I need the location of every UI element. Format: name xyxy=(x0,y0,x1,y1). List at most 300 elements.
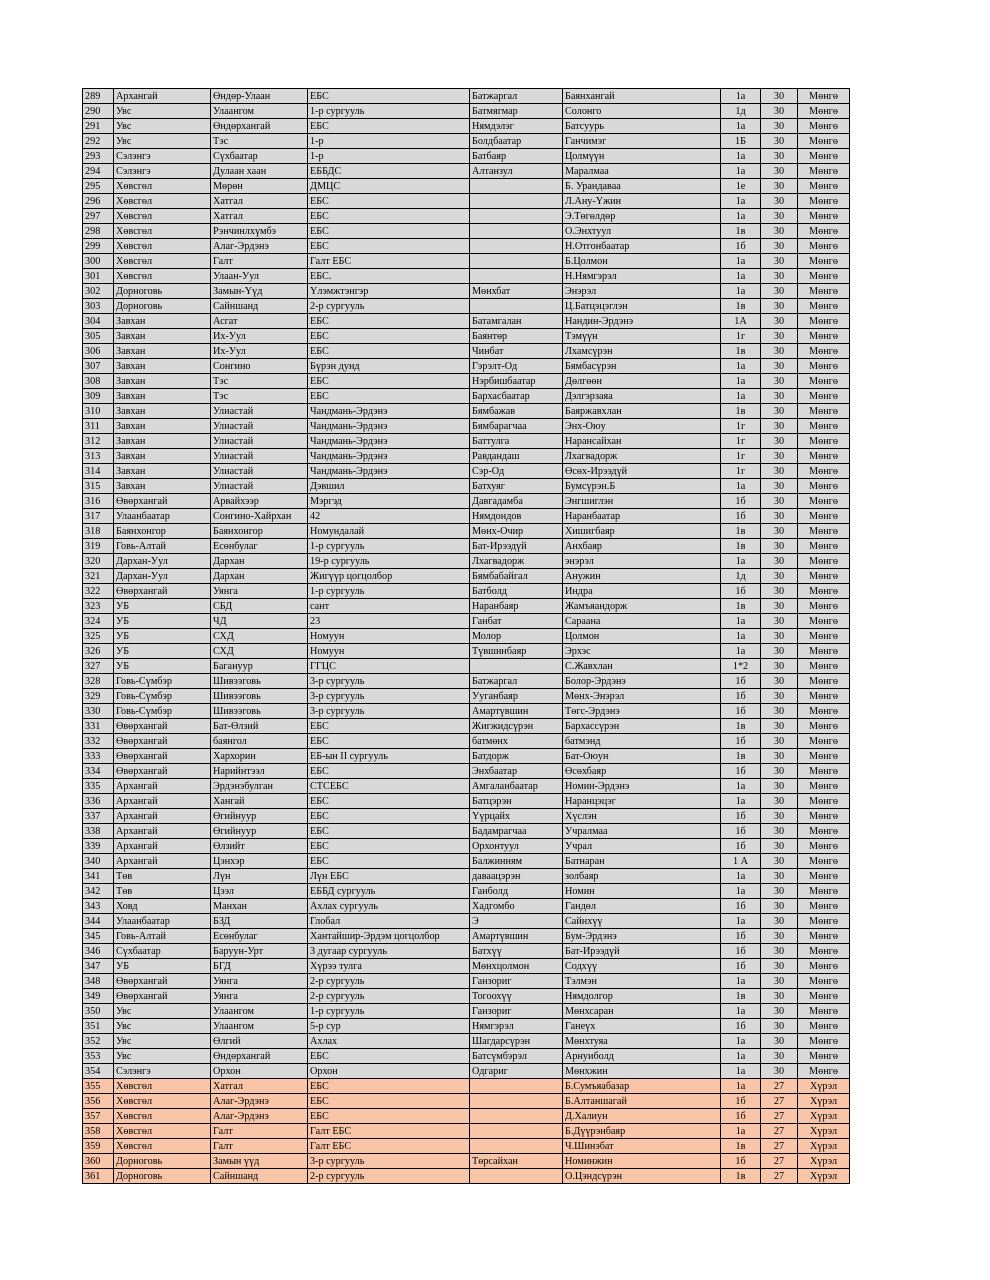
cell-row-number: 300 xyxy=(83,254,114,269)
cell-student-name: Нямдолгор xyxy=(563,989,721,1004)
cell-class: 1а xyxy=(721,869,761,884)
cell-medal: Мөнгө xyxy=(798,224,850,239)
cell-score: 27 xyxy=(761,1094,798,1109)
cell-student-name: Индра xyxy=(563,584,721,599)
cell-teacher-name: Батбаяр xyxy=(470,149,563,164)
table-row xyxy=(83,689,850,704)
cell-medal: Мөнгө xyxy=(798,914,850,929)
cell-teacher-name xyxy=(470,299,563,314)
cell-province: Сэлэнгэ xyxy=(114,149,211,164)
cell-teacher-name: Нямгэрэл xyxy=(470,1019,563,1034)
cell-school: ЕБС xyxy=(308,239,470,254)
cell-province: Завхан xyxy=(114,389,211,404)
cell-district: Өгийнуур xyxy=(211,809,308,824)
cell-student-name: батмэнд xyxy=(563,734,721,749)
cell-teacher-name xyxy=(470,1169,563,1184)
cell-row-number: 301 xyxy=(83,269,114,284)
cell-province: Сүхбаатар xyxy=(114,944,211,959)
cell-school: Чандмань-Эрдэнэ xyxy=(308,464,470,479)
cell-score: 30 xyxy=(761,749,798,764)
cell-province: Сэлэнгэ xyxy=(114,1064,211,1079)
cell-medal: Мөнгө xyxy=(798,614,850,629)
cell-row-number: 317 xyxy=(83,509,114,524)
cell-province: УБ xyxy=(114,644,211,659)
cell-student-name: Цолмүүн xyxy=(563,149,721,164)
cell-class: 1а xyxy=(721,209,761,224)
cell-student-name: Содхүү xyxy=(563,959,721,974)
cell-score: 30 xyxy=(761,584,798,599)
table-row xyxy=(83,989,850,1004)
cell-row-number: 330 xyxy=(83,704,114,719)
cell-district: Их-Уул xyxy=(211,344,308,359)
cell-teacher-name xyxy=(470,1079,563,1094)
cell-student-name: Өсөх-Ирээдүй xyxy=(563,464,721,479)
cell-class: 1а xyxy=(721,479,761,494)
cell-medal: Мөнгө xyxy=(798,569,850,584)
cell-district: СХД xyxy=(211,644,308,659)
cell-student-name: Номинжин xyxy=(563,1154,721,1169)
cell-teacher-name: Чинбат xyxy=(470,344,563,359)
cell-row-number: 336 xyxy=(83,794,114,809)
cell-class: 1б xyxy=(721,809,761,824)
cell-teacher-name: Бат-Ирээдүй xyxy=(470,539,563,554)
cell-row-number: 337 xyxy=(83,809,114,824)
cell-class: 1б xyxy=(721,929,761,944)
cell-class: 1а xyxy=(721,269,761,284)
cell-row-number: 340 xyxy=(83,854,114,869)
cell-score: 30 xyxy=(761,359,798,374)
cell-district: Улаангом xyxy=(211,104,308,119)
cell-medal: Мөнгө xyxy=(798,494,850,509)
cell-district: Алаг-Эрдэнэ xyxy=(211,1094,308,1109)
cell-score: 30 xyxy=(761,464,798,479)
cell-medal: Мөнгө xyxy=(798,779,850,794)
cell-score: 30 xyxy=(761,239,798,254)
cell-score: 30 xyxy=(761,269,798,284)
cell-school: Ахлах xyxy=(308,1034,470,1049)
cell-medal: Мөнгө xyxy=(798,134,850,149)
cell-teacher-name: даваацэрэн xyxy=(470,869,563,884)
cell-student-name: Мөнх-Энэрэл xyxy=(563,689,721,704)
table-row xyxy=(83,1094,850,1109)
cell-province: Увс xyxy=(114,1019,211,1034)
cell-score: 30 xyxy=(761,1064,798,1079)
cell-school: ЕБС xyxy=(308,194,470,209)
cell-score: 30 xyxy=(761,1019,798,1034)
cell-class: 1а xyxy=(721,89,761,104)
cell-class: 1в xyxy=(721,599,761,614)
cell-class: 1в xyxy=(721,749,761,764)
cell-district: Их-Уул xyxy=(211,329,308,344)
cell-medal: Хүрэл xyxy=(798,1109,850,1124)
cell-medal: Мөнгө xyxy=(798,359,850,374)
cell-class: 1в xyxy=(721,1169,761,1184)
cell-school: ЕБС xyxy=(308,719,470,734)
cell-province: Өвөрхангай xyxy=(114,584,211,599)
table-row xyxy=(83,494,850,509)
table-row xyxy=(83,1109,850,1124)
cell-score: 30 xyxy=(761,959,798,974)
cell-row-number: 349 xyxy=(83,989,114,1004)
table-row xyxy=(83,569,850,584)
cell-teacher-name: Батжаргал xyxy=(470,674,563,689)
cell-student-name: Бумсүрэн.Б xyxy=(563,479,721,494)
cell-row-number: 307 xyxy=(83,359,114,374)
cell-score: 30 xyxy=(761,374,798,389)
cell-row-number: 342 xyxy=(83,884,114,899)
cell-province: Улаанбаатар xyxy=(114,509,211,524)
cell-school: ЕБС xyxy=(308,89,470,104)
table-row xyxy=(83,719,850,734)
cell-row-number: 332 xyxy=(83,734,114,749)
cell-student-name: Бат-Ирээдүй xyxy=(563,944,721,959)
cell-class: 1а xyxy=(721,779,761,794)
cell-district: Галт xyxy=(211,1124,308,1139)
table-row xyxy=(83,734,850,749)
cell-medal: Мөнгө xyxy=(798,119,850,134)
cell-district: Уянга xyxy=(211,584,308,599)
cell-student-name: Дэлгэрзаяа xyxy=(563,389,721,404)
cell-student-name: Ц.Батцэцэглэн xyxy=(563,299,721,314)
cell-medal: Мөнгө xyxy=(798,389,850,404)
cell-student-name: С.Жавхлан xyxy=(563,659,721,674)
cell-province: Увс xyxy=(114,1004,211,1019)
cell-class: 1г xyxy=(721,419,761,434)
cell-row-number: 289 xyxy=(83,89,114,104)
cell-row-number: 306 xyxy=(83,344,114,359)
cell-teacher-name: Ганболд xyxy=(470,884,563,899)
table-row xyxy=(83,1154,850,1169)
cell-score: 30 xyxy=(761,134,798,149)
cell-student-name: Маралмаа xyxy=(563,164,721,179)
cell-school: Лүн ЕБС xyxy=(308,869,470,884)
cell-score: 30 xyxy=(761,569,798,584)
cell-school: ЕББД сургууль xyxy=(308,884,470,899)
cell-row-number: 326 xyxy=(83,644,114,659)
cell-score: 30 xyxy=(761,524,798,539)
cell-class: 1б xyxy=(721,584,761,599)
cell-class: 1б xyxy=(721,494,761,509)
cell-district: Галт xyxy=(211,254,308,269)
cell-medal: Мөнгө xyxy=(798,674,850,689)
cell-province: УБ xyxy=(114,659,211,674)
table-row xyxy=(83,1019,850,1034)
cell-row-number: 294 xyxy=(83,164,114,179)
table-row xyxy=(83,674,850,689)
cell-district: Улиастай xyxy=(211,464,308,479)
cell-medal: Мөнгө xyxy=(798,629,850,644)
cell-class: 1в xyxy=(721,1139,761,1154)
cell-teacher-name xyxy=(470,179,563,194)
cell-row-number: 357 xyxy=(83,1109,114,1124)
cell-teacher-name: Ганзориг xyxy=(470,974,563,989)
cell-row-number: 338 xyxy=(83,824,114,839)
cell-province: Хөвсгөл xyxy=(114,239,211,254)
cell-score: 30 xyxy=(761,614,798,629)
cell-school: Чандмань-Эрдэнэ xyxy=(308,419,470,434)
cell-medal: Мөнгө xyxy=(798,989,850,1004)
cell-province: Завхан xyxy=(114,434,211,449)
cell-school: 3-р сургууль xyxy=(308,1154,470,1169)
cell-school: ЕБС xyxy=(308,389,470,404)
cell-teacher-name: Нямдэлэг xyxy=(470,119,563,134)
cell-district: Улаан-Уул xyxy=(211,269,308,284)
cell-row-number: 335 xyxy=(83,779,114,794)
table-row xyxy=(83,599,850,614)
table-row xyxy=(83,449,850,464)
cell-medal: Хүрэл xyxy=(798,1154,850,1169)
cell-student-name: Мөнхтуяа xyxy=(563,1034,721,1049)
cell-teacher-name: Амартүвшин xyxy=(470,704,563,719)
cell-row-number: 346 xyxy=(83,944,114,959)
cell-row-number: 290 xyxy=(83,104,114,119)
cell-row-number: 327 xyxy=(83,659,114,674)
cell-province: Говь-Алтай xyxy=(114,539,211,554)
cell-student-name: Номин xyxy=(563,884,721,899)
table-row xyxy=(83,809,850,824)
table-row xyxy=(83,314,850,329)
cell-teacher-name: Мөнхбат xyxy=(470,284,563,299)
cell-medal: Мөнгө xyxy=(798,239,850,254)
table-row xyxy=(83,419,850,434)
cell-district: Сонгино xyxy=(211,359,308,374)
cell-student-name: Солонго xyxy=(563,104,721,119)
cell-school: ЕБС. xyxy=(308,269,470,284)
cell-medal: Мөнгө xyxy=(798,809,850,824)
cell-row-number: 316 xyxy=(83,494,114,509)
cell-row-number: 324 xyxy=(83,614,114,629)
cell-province: Говь-Сүмбэр xyxy=(114,689,211,704)
table-row xyxy=(83,344,850,359)
cell-student-name: Энх-Оюу xyxy=(563,419,721,434)
cell-district: Галт xyxy=(211,1139,308,1154)
cell-student-name: Б.Дүүрэнбаяр xyxy=(563,1124,721,1139)
cell-teacher-name: Батжаргал xyxy=(470,89,563,104)
cell-class: 1в xyxy=(721,539,761,554)
cell-district: Арвайхээр xyxy=(211,494,308,509)
table-row xyxy=(83,434,850,449)
table-row xyxy=(83,929,850,944)
cell-score: 30 xyxy=(761,944,798,959)
cell-district: Тэс xyxy=(211,134,308,149)
cell-district: Өндөр-Улаан xyxy=(211,89,308,104)
cell-province: Увс xyxy=(114,119,211,134)
cell-class: 1б xyxy=(721,674,761,689)
table-row xyxy=(83,584,850,599)
cell-district: Өндөрхангай xyxy=(211,1049,308,1064)
cell-class: 1 А xyxy=(721,854,761,869)
table-row xyxy=(83,554,850,569)
cell-score: 30 xyxy=(761,824,798,839)
cell-class: 1г xyxy=(721,449,761,464)
cell-province: Хөвсгөл xyxy=(114,1139,211,1154)
cell-teacher-name: Баттулга xyxy=(470,434,563,449)
table-row xyxy=(83,794,850,809)
cell-province: Завхан xyxy=(114,479,211,494)
cell-district: Баянхонгор xyxy=(211,524,308,539)
cell-score: 30 xyxy=(761,854,798,869)
cell-province: Баянхонгор xyxy=(114,524,211,539)
cell-student-name: Бямбасүрэн xyxy=(563,359,721,374)
cell-student-name: Энгшиглэн xyxy=(563,494,721,509)
cell-row-number: 314 xyxy=(83,464,114,479)
cell-school: 23 xyxy=(308,614,470,629)
cell-student-name: Мөнхсаран xyxy=(563,1004,721,1019)
cell-score: 30 xyxy=(761,914,798,929)
cell-province: Увс xyxy=(114,134,211,149)
cell-student-name: Номин-Эрдэнэ xyxy=(563,779,721,794)
table-row xyxy=(83,329,850,344)
cell-student-name: Ганеүх xyxy=(563,1019,721,1034)
cell-district: Уянга xyxy=(211,989,308,1004)
cell-class: 1г xyxy=(721,464,761,479)
cell-medal: Мөнгө xyxy=(798,254,850,269)
cell-school: ЕБ-ын II сургууль xyxy=(308,749,470,764)
table-row xyxy=(83,959,850,974)
cell-score: 27 xyxy=(761,1079,798,1094)
cell-score: 30 xyxy=(761,809,798,824)
cell-medal: Мөнгө xyxy=(798,194,850,209)
cell-province: Увс xyxy=(114,1049,211,1064)
cell-class: 1а xyxy=(721,164,761,179)
cell-school: 1-р сургууль xyxy=(308,1004,470,1019)
cell-row-number: 358 xyxy=(83,1124,114,1139)
cell-medal: Мөнгө xyxy=(798,719,850,734)
table-row xyxy=(83,1064,850,1079)
cell-school: 1-р сургууль xyxy=(308,104,470,119)
cell-teacher-name: Хадгомбо xyxy=(470,899,563,914)
cell-student-name: Батнаран xyxy=(563,854,721,869)
cell-student-name: Эрхэс xyxy=(563,644,721,659)
cell-school: 5-р сур xyxy=(308,1019,470,1034)
cell-class: 1в xyxy=(721,299,761,314)
cell-score: 30 xyxy=(761,149,798,164)
cell-student-name: Жамъяандорж xyxy=(563,599,721,614)
cell-row-number: 360 xyxy=(83,1154,114,1169)
cell-score: 30 xyxy=(761,659,798,674)
cell-teacher-name xyxy=(470,1139,563,1154)
cell-student-name: Гандөл xyxy=(563,899,721,914)
cell-province: Архангай xyxy=(114,809,211,824)
cell-class: 1а xyxy=(721,554,761,569)
cell-row-number: 304 xyxy=(83,314,114,329)
cell-medal: Мөнгө xyxy=(798,1019,850,1034)
cell-school: ЕБС xyxy=(308,764,470,779)
cell-teacher-name: Наранбаяр xyxy=(470,599,563,614)
cell-school: Дэвшил xyxy=(308,479,470,494)
table-row xyxy=(83,209,850,224)
cell-province: Хөвсгөл xyxy=(114,269,211,284)
cell-score: 30 xyxy=(761,974,798,989)
cell-class: 1в xyxy=(721,344,761,359)
cell-teacher-name xyxy=(470,239,563,254)
cell-student-name: Ч.Шинэбат xyxy=(563,1139,721,1154)
cell-student-name: Учралмаа xyxy=(563,824,721,839)
cell-score: 30 xyxy=(761,284,798,299)
cell-row-number: 312 xyxy=(83,434,114,449)
cell-district: Асгат xyxy=(211,314,308,329)
cell-medal: Мөнгө xyxy=(798,464,850,479)
table-row xyxy=(83,854,850,869)
cell-district: Сайншанд xyxy=(211,299,308,314)
cell-medal: Мөнгө xyxy=(798,539,850,554)
cell-province: Хөвсгөл xyxy=(114,1079,211,1094)
cell-score: 30 xyxy=(761,884,798,899)
cell-class: 1*2 xyxy=(721,659,761,674)
cell-medal: Мөнгө xyxy=(798,974,850,989)
cell-row-number: 308 xyxy=(83,374,114,389)
cell-row-number: 319 xyxy=(83,539,114,554)
cell-score: 30 xyxy=(761,329,798,344)
cell-student-name: Баянхангай xyxy=(563,89,721,104)
cell-school: ЕБС xyxy=(308,854,470,869)
cell-class: 1а xyxy=(721,794,761,809)
cell-district: Шивээговь xyxy=(211,674,308,689)
cell-student-name: Хүслэн xyxy=(563,809,721,824)
cell-class: 1б xyxy=(721,959,761,974)
cell-school: ЕБС xyxy=(308,734,470,749)
cell-school: Хантайшир-Эрдэм цогцолбор xyxy=(308,929,470,944)
cell-school: 1-р xyxy=(308,134,470,149)
cell-class: 1в xyxy=(721,719,761,734)
cell-row-number: 321 xyxy=(83,569,114,584)
cell-teacher-name: Батхуяг xyxy=(470,479,563,494)
cell-province: Хөвсгөл xyxy=(114,179,211,194)
cell-district: Цэнхэр xyxy=(211,854,308,869)
cell-score: 30 xyxy=(761,839,798,854)
table-row xyxy=(83,179,850,194)
cell-school: ЕБС xyxy=(308,209,470,224)
cell-school: Номуун xyxy=(308,629,470,644)
cell-class: 1в xyxy=(721,989,761,1004)
cell-district: Өлзийт xyxy=(211,839,308,854)
table-row xyxy=(83,359,850,374)
cell-score: 30 xyxy=(761,164,798,179)
cell-province: Дорноговь xyxy=(114,1154,211,1169)
cell-medal: Мөнгө xyxy=(798,764,850,779)
cell-row-number: 328 xyxy=(83,674,114,689)
cell-province: Хөвсгөл xyxy=(114,209,211,224)
cell-score: 30 xyxy=(761,719,798,734)
cell-score: 30 xyxy=(761,629,798,644)
cell-row-number: 315 xyxy=(83,479,114,494)
cell-teacher-name: Бямбажав xyxy=(470,404,563,419)
cell-student-name: Баяржавхлан xyxy=(563,404,721,419)
table-row xyxy=(83,1169,850,1184)
cell-medal: Мөнгө xyxy=(798,1004,850,1019)
cell-teacher-name: Амартүвшин xyxy=(470,929,563,944)
cell-row-number: 309 xyxy=(83,389,114,404)
cell-student-name: Тэлмэн xyxy=(563,974,721,989)
cell-class: 1а xyxy=(721,614,761,629)
cell-teacher-name: Батмягмар xyxy=(470,104,563,119)
cell-district: Хангай xyxy=(211,794,308,809)
cell-teacher-name: батмөнх xyxy=(470,734,563,749)
cell-row-number: 334 xyxy=(83,764,114,779)
cell-score: 30 xyxy=(761,704,798,719)
cell-score: 30 xyxy=(761,674,798,689)
cell-student-name: Л.Ану-Үжин xyxy=(563,194,721,209)
cell-medal: Мөнгө xyxy=(798,899,850,914)
cell-teacher-name: Үүрцайх xyxy=(470,809,563,824)
cell-student-name: Дөлгөөн xyxy=(563,374,721,389)
cell-teacher-name: Бямбарагчаа xyxy=(470,419,563,434)
table-row xyxy=(83,1139,850,1154)
cell-teacher-name: Жигжидсүрэн xyxy=(470,719,563,734)
cell-school: Чандмань-Эрдэнэ xyxy=(308,404,470,419)
cell-district: Сонгино-Хайрхан xyxy=(211,509,308,524)
cell-district: баянгол xyxy=(211,734,308,749)
